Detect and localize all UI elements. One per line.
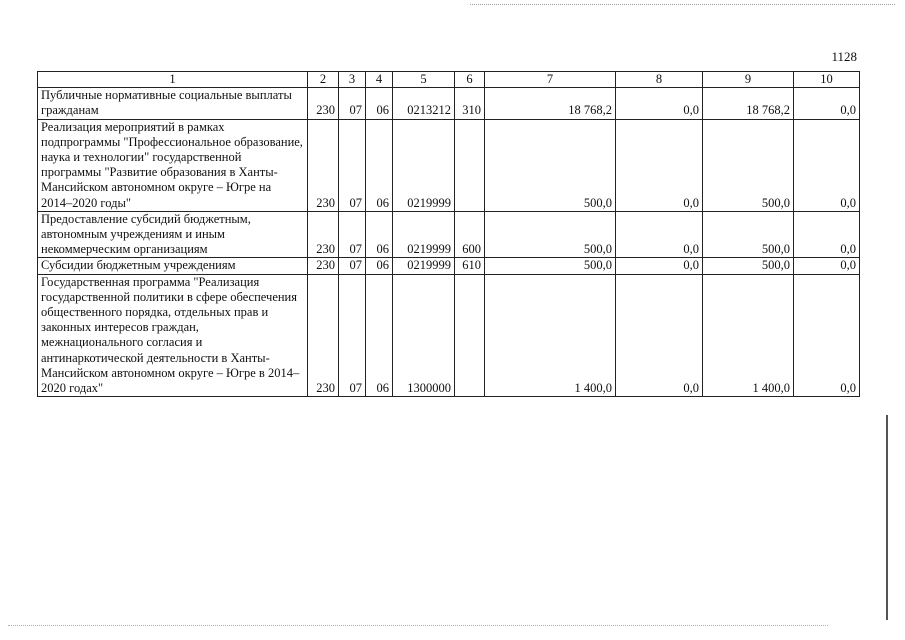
row-code-cell: 230 — [308, 88, 339, 119]
row-value-cell: 0,0 — [794, 274, 860, 397]
row-code-cell: 230 — [308, 274, 339, 397]
row-expense-type-cell: 610 — [455, 258, 485, 274]
row-value-cell: 500,0 — [485, 211, 616, 258]
column-header: 9 — [703, 72, 794, 88]
row-subsection-cell: 06 — [366, 258, 393, 274]
scan-artifact-top — [470, 4, 895, 5]
row-value-cell: 0,0 — [616, 274, 703, 397]
row-code-cell: 230 — [308, 211, 339, 258]
row-value-cell: 1 400,0 — [485, 274, 616, 397]
row-value-cell: 0,0 — [616, 211, 703, 258]
row-name-cell: Субсидии бюджетным учреждениям — [38, 258, 308, 274]
row-value-cell: 0,0 — [794, 119, 860, 211]
table-row — [38, 119, 860, 211]
scan-artifact-bottom — [8, 625, 828, 626]
column-header: 10 — [794, 72, 860, 88]
row-expense-type-cell: 310 — [455, 88, 485, 119]
column-header: 8 — [616, 72, 703, 88]
scan-artifact-right-edge — [886, 415, 888, 620]
row-name-cell: Государственная программа "Реализация государственной политики в сфере обеспечения общественного порядка, отдельных прав и законных интересов граждан, межнационального согласия и антинаркотической деятельности в Ханты-Мансийском автономном округе – Югре в 2014–2020 годах" — [38, 274, 308, 397]
row-value-cell: 0,0 — [616, 119, 703, 211]
row-value-cell: 18 768,2 — [485, 88, 616, 119]
row-subsection-cell: 06 — [366, 274, 393, 397]
row-value-cell: 0,0 — [616, 88, 703, 119]
row-value-cell: 1 400,0 — [703, 274, 794, 397]
row-target-article-cell: 0219999 — [393, 211, 455, 258]
row-name-cell: Предоставление субсидий бюджетным, автономным учреждениям и иным некоммерческим организациям — [38, 211, 308, 258]
row-value-cell: 0,0 — [616, 258, 703, 274]
table-row — [38, 258, 860, 274]
row-value-cell: 500,0 — [703, 258, 794, 274]
table-header-row — [38, 72, 860, 88]
row-subsection-cell: 06 — [366, 88, 393, 119]
budget-table — [37, 71, 860, 397]
row-subsection-cell: 06 — [366, 211, 393, 258]
row-value-cell: 0,0 — [794, 88, 860, 119]
row-value-cell: 500,0 — [485, 258, 616, 274]
row-target-article-cell: 0219999 — [393, 258, 455, 274]
row-code-cell: 230 — [308, 119, 339, 211]
row-name-cell: Публичные нормативные социальные выплаты гражданам — [38, 88, 308, 119]
row-value-cell: 500,0 — [485, 119, 616, 211]
column-header: 2 — [308, 72, 339, 88]
page-number: 1128 — [831, 49, 857, 64]
row-section-cell: 07 — [339, 119, 366, 211]
row-section-cell: 07 — [339, 88, 366, 119]
row-code-cell: 230 — [308, 258, 339, 274]
row-expense-type-cell: 600 — [455, 211, 485, 258]
table-row — [38, 211, 860, 258]
column-header: 5 — [393, 72, 455, 88]
row-section-cell: 07 — [339, 211, 366, 258]
row-expense-type-cell — [455, 274, 485, 397]
row-target-article-cell: 1300000 — [393, 274, 455, 397]
column-header: 4 — [366, 72, 393, 88]
column-header: 7 — [485, 72, 616, 88]
column-header: 6 — [455, 72, 485, 88]
row-value-cell: 0,0 — [794, 211, 860, 258]
row-value-cell: 500,0 — [703, 119, 794, 211]
row-value-cell: 0,0 — [794, 258, 860, 274]
row-section-cell: 07 — [339, 274, 366, 397]
row-target-article-cell: 0219999 — [393, 119, 455, 211]
row-expense-type-cell — [455, 119, 485, 211]
row-subsection-cell: 06 — [366, 119, 393, 211]
row-value-cell: 500,0 — [703, 211, 794, 258]
row-section-cell: 07 — [339, 258, 366, 274]
row-name-cell: Реализация мероприятий в рамках подпрограммы "Профессиональное образование, наука и технологии" государственной программы "Развитие образования в Ханты-Мансийском автономном округе – Югре на 2014–2020 годы" — [38, 119, 308, 211]
row-target-article-cell: 0213212 — [393, 88, 455, 119]
column-header: 1 — [38, 72, 308, 88]
table-row — [38, 274, 860, 397]
row-value-cell: 18 768,2 — [703, 88, 794, 119]
column-header: 3 — [339, 72, 366, 88]
table-row — [38, 88, 860, 119]
